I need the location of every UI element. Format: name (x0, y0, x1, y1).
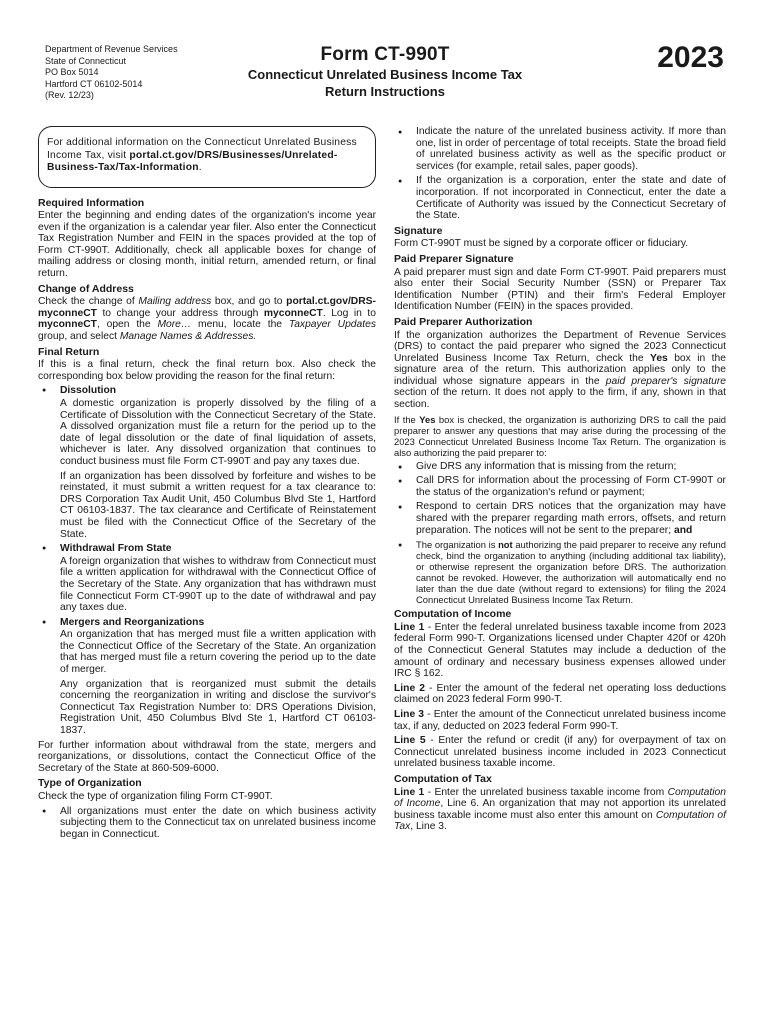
mergers-text: Any organization that is reorganized must submit the details concerning the reorganization in writing and disclose the survivor's Connecticut Tax Registration Number to: DRS Operations Division, Registration Unit, 450 Columbus Blvd Ste 1, Hartford CT 06103-1837. (60, 678, 376, 737)
title-block (200, 44, 570, 100)
required-info-text: Enter the beginning and ending dates of the organization's income year even if the organization is a calendar year filer. Also enter the Connecticut Tax Registration Number and FEIN in the spaces provided at the top of Form CT-990T. Additionally, check all applicable boxes for change of mailing address or closing month, initial return, amended return, or final return. (38, 210, 376, 280)
income-line-1: Line 1 - Enter the federal unrelated business taxable income from 2023 federal Form 990-T. Organizations licensed under Chapter 420f or 420h of the Connecticut General Statutes may include a deduction of the amount of ordinary and necessary business expenses allowed under IRC § 162. (394, 621, 727, 680)
final-return-text: If this is a final return, check the final return box. Also check the corresponding box below providing the reason for the final return: (38, 359, 376, 382)
income-line-3: Line 3 - Enter the amount of the Connecticut unrelated business income tax, if any, deducted on 2023 federal Form 990-T. (394, 708, 726, 732)
agency-line: State of Connecticut (45, 55, 127, 66)
tax-line-1: Line 1 - Enter the unrelated business taxable income from Computation of Income, Line 6. An organization that may not apportion its unrelated business taxable income must also enter this amount on Computation of Tax, Line 3. (394, 786, 726, 833)
section-heading-computation-of-tax: Computation of Tax (394, 772, 492, 785)
section-heading-paid-preparer-authorization: Paid Preparer Authorization (394, 315, 533, 328)
signature-text: Form CT-990T must be signed by a corporate officer or fiduciary. (394, 238, 689, 250)
agency-address-block (45, 44, 178, 102)
list-item: ● The organization is not authorizing the paid preparer to receive any refund check, bind the organization to anything (including additional tax liability), or otherwise represent the organization before DRS. The authorization cannot be revoked. However, the authorization will automatically end no later than the due date (without regard to extensions) for filing the 2024 Connecticut Unrelated Business Income Tax Return. (394, 539, 726, 605)
section-heading-required-info: Required Information (38, 196, 145, 209)
withdrawal-heading: ● Withdrawal From State (60, 543, 172, 555)
section-heading-final-return: Final Return (38, 345, 100, 358)
list-item: ● Indicate the nature of the unrelated business activity. If more than one, list in order of percentage of total receipts. State the broad field of unrelated business activity as well as the specific product or services (for example, retail sales, paper goods). (394, 126, 726, 172)
list-item (38, 617, 376, 737)
myconnect-link[interactable]: portal.ct.gov/DRS-myconneCT (38, 296, 376, 319)
list-item: ● If the organization is a corporation, enter the state and date of incorporation. If not incorporated in Connecticut, enter the date a Certificate of Authority was issued by the Connecticut Secretary of the State. (394, 175, 726, 221)
info-text: For additional information on the Connecticut Unrelated Business Income Tax, visit (47, 137, 357, 161)
tax-year: 2023 (657, 41, 724, 74)
list-item: ● All organizations must enter the date on which business activity subjecting them to the Connecticut tax on unrelated business income began in Connecticut. (38, 806, 376, 841)
agency-line: Department of Revenue Services (45, 44, 178, 54)
agency-line: PO Box 5014 (45, 67, 99, 77)
preparer-authorization-list (394, 461, 726, 606)
info-link[interactable]: portal.ct.gov/DRS/Businesses/Unrelated-Business-Tax/Tax-Information (47, 149, 338, 173)
right-column (394, 126, 726, 836)
type-of-organization-list-cont (394, 126, 726, 222)
paid-preparer-signature-text: A paid preparer must sign and date Form CT-990T. Paid preparers must also enter their Social Security Number (SSN) or Preparer Tax Identification Number (PTIN) and their firm's Federal Employer Identification Number (FEIN) in the spaces provided. (394, 266, 726, 313)
form-title: Form CT-990T (320, 44, 450, 65)
revision-date: (Rev. 12/23) (45, 90, 94, 100)
mergers-heading: ● Mergers and Reorganizations (60, 616, 205, 628)
dissolution-heading: ● Dissolution (60, 385, 117, 397)
dissolution-text: A domestic organization is properly dissolved by the filing of a Certificate of Dissolution with the Connecticut Secretary of the State. A dissolved organization must file a return for the period up to the date of legal dissolution or the date of final liquidation of assets, whichever is later. Any dissolved organization that continues to conduct business must file Form CT-990T and pay any taxes due. (60, 398, 376, 467)
yes-box-text: If the Yes box is checked, the organization is authorizing DRS to call the paid preparer to answer any questions that may arise during the processing of the 2023 Connecticut Unrelated Business Income Tax Return. The organization is also authorizing the paid preparer to: (394, 413, 726, 458)
section-heading-computation-of-income: Computation of Income (394, 608, 512, 621)
list-item: ● Respond to certain DRS notices that the organization may have shared with the preparer regarding math errors, offsets, and return preparation. The notices will not be sent to the preparer; and (394, 501, 726, 536)
list-item (38, 543, 376, 614)
withdrawal-text: A foreign organization that wishes to withdraw from Connecticut must file a written application for withdrawal with the Connecticut Office of the Secretary of the State. Any organization that has withdrawn must file Connecticut Form CT-990T up to the date of withdrawal and pay any taxes due. (60, 555, 376, 614)
info-box (38, 126, 376, 188)
section-heading-change-of-address: Change of Address (38, 282, 134, 295)
paid-preparer-authorization-text: If the organization authorizes the Department of Revenue Services (DRS) to contact the paid preparer who signed the 2023 Connecticut Unrelated Business Income Tax Return, check the Yes box in the signature area of the return. This authorization applies only to the individual whose signature appears in the paid preparer's signature section of the return. It does not apply to the firm, if any, shown in that section. (394, 329, 726, 411)
change-of-address-text: Check the change of Mailing address box, and go to portal.ct.gov/DRS-myconneCT to change your address through myconneCT. Log in to myconneCT, open the More… menu, locate the Taxpayer Updates group, and select Manage Names & Addresses. (38, 296, 376, 343)
final-return-reasons (38, 385, 376, 736)
type-of-organization-list (38, 806, 376, 841)
dissolution-text: If an organization has been dissolved by forfeiture and wishes to be reinstated, it must submit a written request for a tax clearance to: DRS Corporation Tax Audit Unit, 450 Columbus Blvd Ste 1, Hartford CT 06103-1837. The tax clearance and Certificate of Reinstatement must be filed with the Connecticut Office of the Secretary of the State. (60, 470, 376, 540)
section-heading-signature: Signature (394, 224, 443, 237)
list-item: ● Give DRS any information that is missing from the return; (394, 461, 726, 473)
left-column (38, 126, 376, 843)
income-line-5: Line 5 - Enter the refund or credit (if any) for overpayment of tax on Connecticut unrelated business income included in 2023 Connecticut unrelated business taxable income. (394, 735, 726, 770)
form-subtitle-line: Connecticut Unrelated Business Income Tax (247, 67, 523, 82)
section-heading-type-of-organization: Type of Organization (38, 777, 142, 790)
form-subtitle (200, 67, 570, 100)
type-of-organization-text: Check the type of organization filing Form CT-990T. (38, 791, 273, 802)
section-heading-paid-preparer-signature: Paid Preparer Signature (394, 252, 514, 265)
list-item: ● Call DRS for information about the processing of Form CT-990T or the status of the organization's refund or payment; (394, 475, 726, 498)
info-text-end: . (198, 162, 202, 173)
further-info-text: For further information about withdrawal from the state, mergers and reorganizations, or dissolutions, contact the Connecticut Office of the Secretary of the State at 860-509-6000. (38, 739, 376, 774)
mergers-text: An organization that has merged must file a written application with the Connecticut Office of the Secretary of the State. An organization that has merged must file a return covering the period up to the date of merger. (60, 629, 376, 676)
form-subtitle-line: Return Instructions (325, 83, 445, 99)
income-line-2: Line 2 - Enter the amount of the federal net operating loss deductions claimed on 2023 federal Form 990-T. (394, 682, 726, 706)
list-item (38, 385, 376, 540)
agency-line: Hartford CT 06102-5014 (45, 78, 143, 89)
